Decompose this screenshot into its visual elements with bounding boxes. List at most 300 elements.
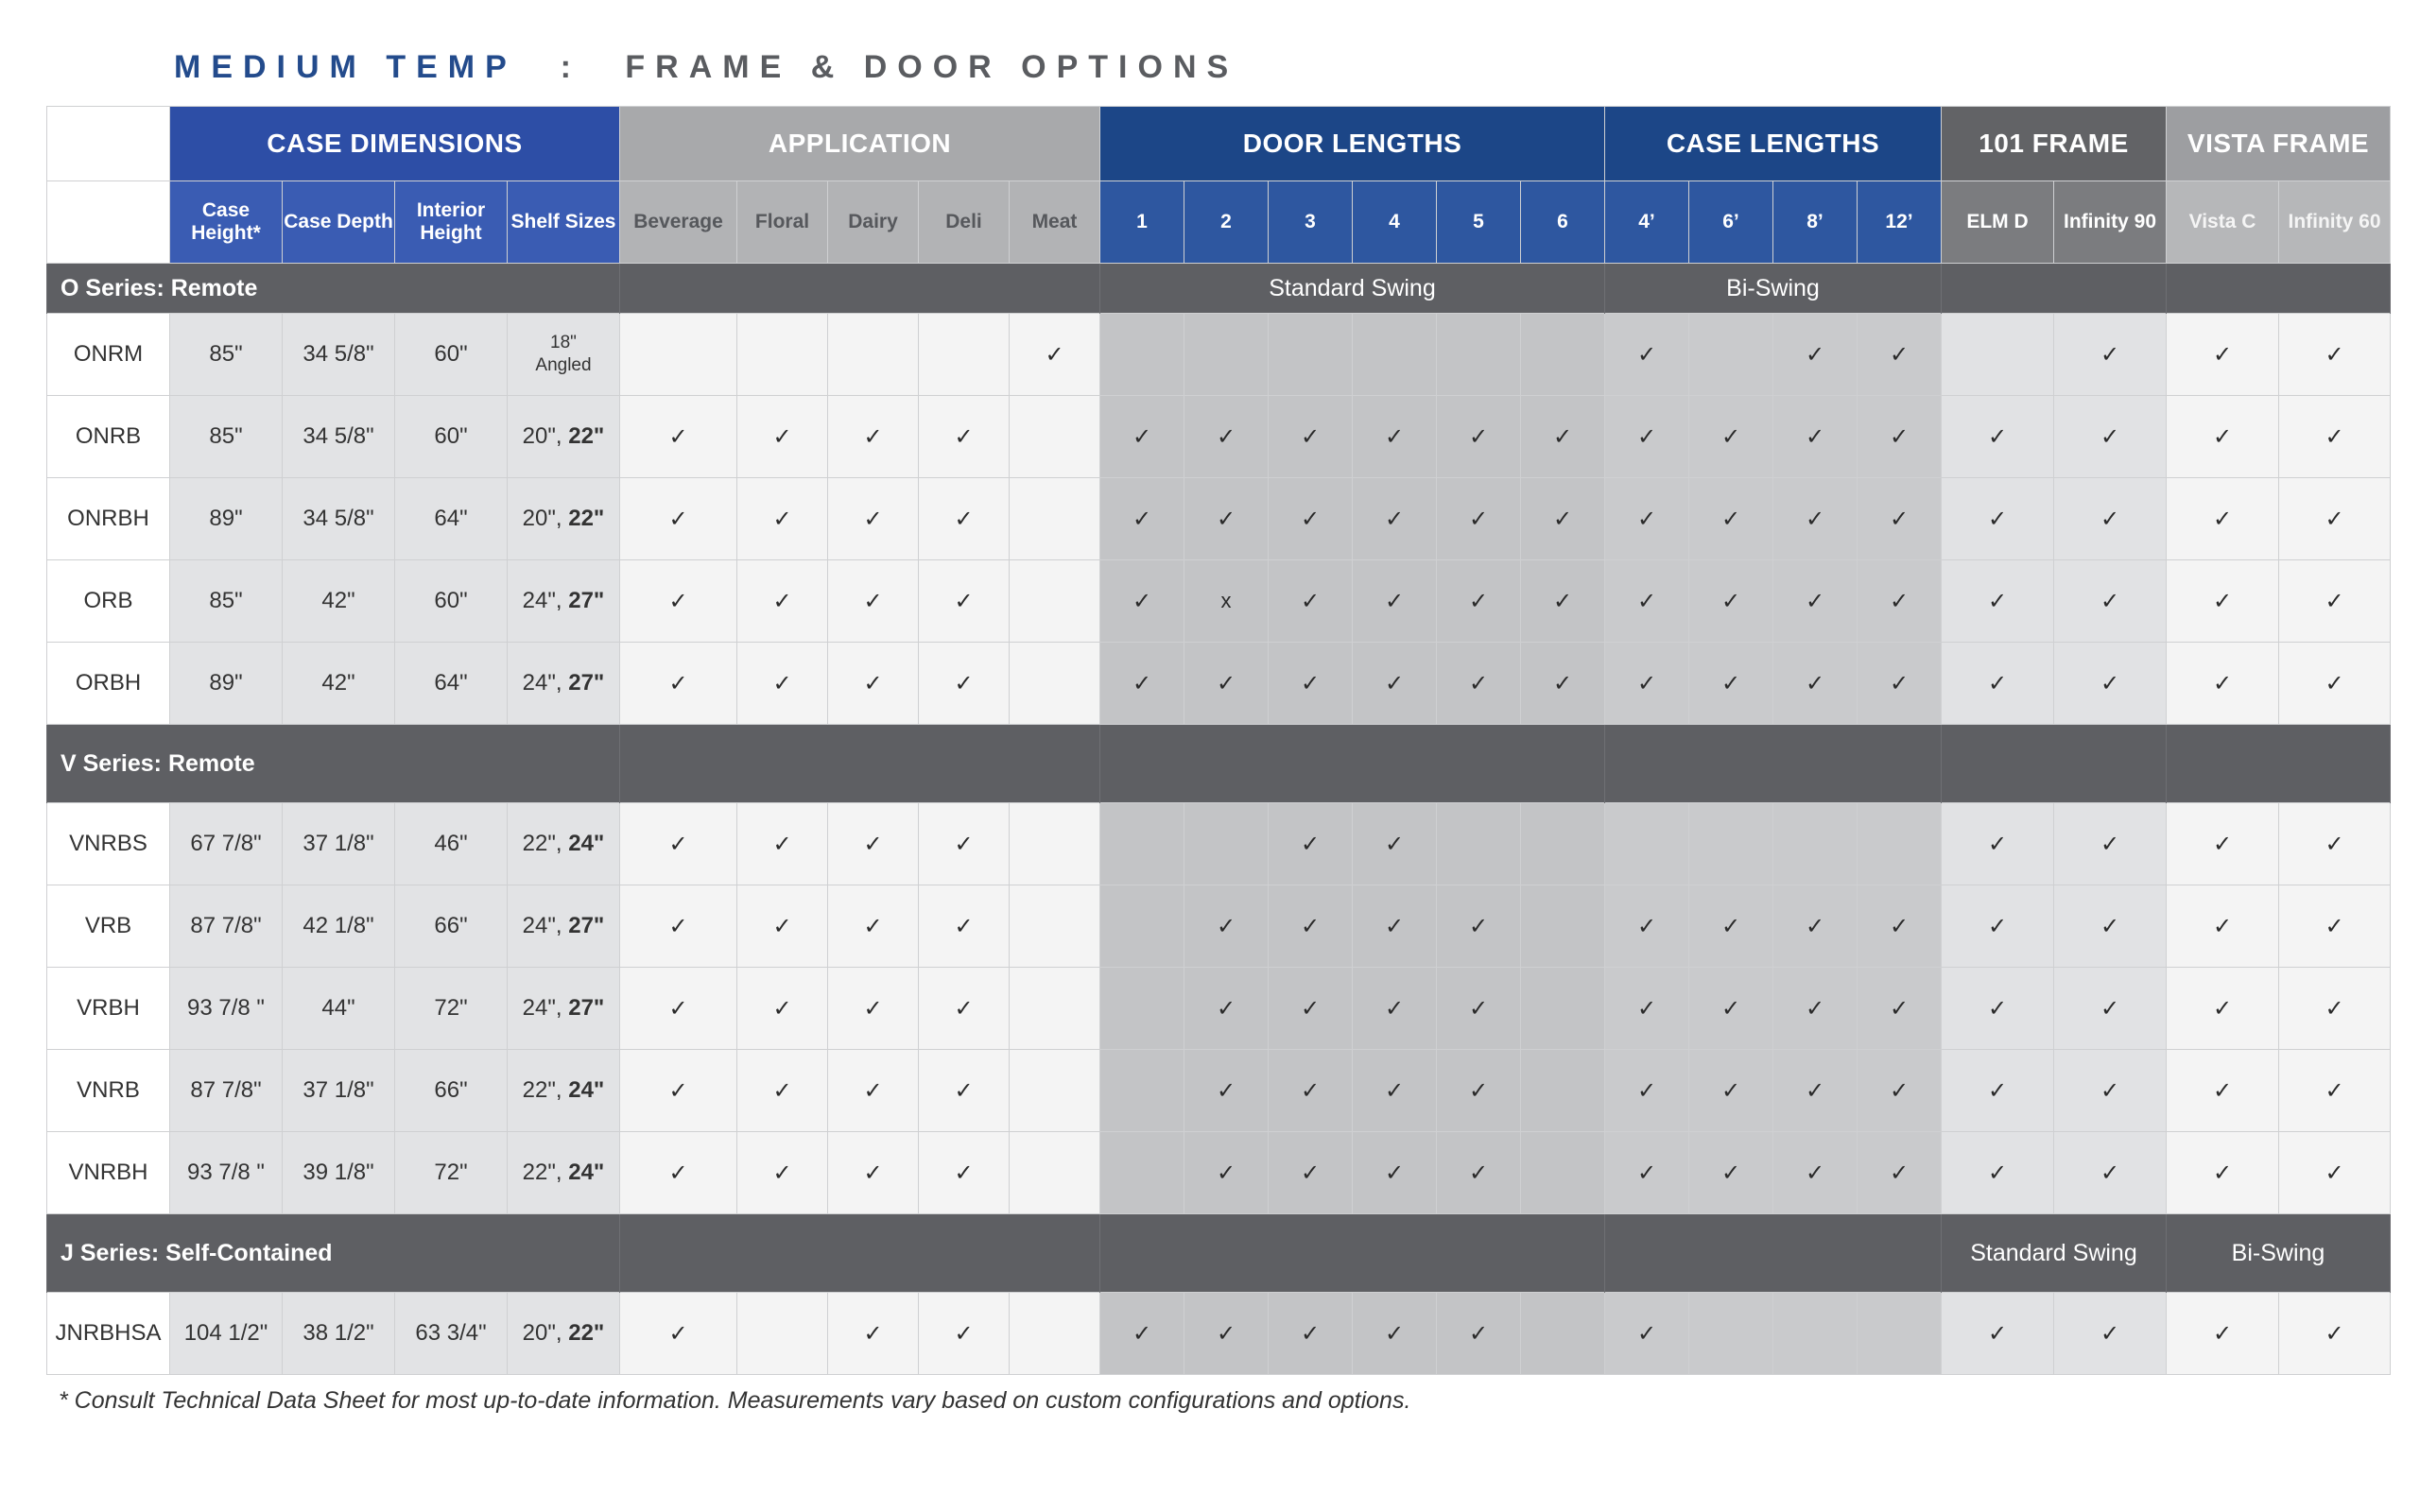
check-mark: ✓ [1942,478,2054,560]
shelf-size-optional: 24" [568,1160,605,1185]
check-mark: ✓ [828,478,919,560]
check-mark: ✓ [2054,968,2167,1050]
check-mark: ✓ [1605,643,1689,725]
header-blank [47,181,170,264]
check-mark: ✓ [620,560,737,643]
check-mark: ✓ [919,643,1010,725]
check-mark: ✓ [1858,560,1942,643]
empty-cell [1010,560,1100,643]
shelf-size-optional: 27" [568,995,605,1021]
check-mark: ✓ [737,803,828,885]
check-mark: ✓ [1100,560,1184,643]
check-mark: ✓ [620,885,737,968]
check-mark: ✓ [1353,803,1437,885]
check-mark: ✓ [1689,1132,1773,1214]
check-mark: ✓ [1773,396,1858,478]
group-101-frame: 101 FRAME [1942,107,2167,181]
check-mark: ✓ [1521,643,1605,725]
check-mark: ✓ [828,885,919,968]
check-mark: ✓ [1689,968,1773,1050]
check-mark: ✓ [737,478,828,560]
check-mark: ✓ [828,968,919,1050]
series-header-row [47,1214,2391,1293]
table-row [47,1132,2391,1214]
check-mark: ✓ [1689,478,1773,560]
group-case-lengths: CASE LENGTHS [1605,107,1942,181]
check-mark: ✓ [2279,1293,2391,1375]
check-mark: ✓ [1184,1132,1269,1214]
check-mark: ✓ [1605,396,1689,478]
check-mark: ✓ [737,1050,828,1132]
check-mark: ✓ [828,803,919,885]
check-mark: ✓ [620,1132,737,1214]
check-mark: ✓ [828,1293,919,1375]
column-header-frame101: ELM D [1942,181,2054,264]
check-mark: ✓ [1605,478,1689,560]
model-name: ORB [47,560,170,643]
check-mark: ✓ [2279,396,2391,478]
empty-cell [1100,885,1184,968]
case-depth: 42 1/8" [283,885,395,968]
empty-cell [1437,314,1521,396]
check-mark: ✓ [1858,1050,1942,1132]
empty-cell [1521,1132,1605,1214]
case-height: 85" [170,396,283,478]
series-name: V Series: Remote [47,725,620,803]
empty-cell [1689,1293,1773,1375]
column-header-vista: Infinity 60 [2279,181,2391,264]
table-row [47,968,2391,1050]
check-mark: ✓ [1689,643,1773,725]
case-height: 85" [170,314,283,396]
shelf-size-standard: 20", [522,423,562,449]
column-header-door-lengths: 1 [1100,181,1184,264]
interior-height: 60" [395,560,508,643]
check-mark: ✓ [1269,560,1353,643]
check-mark: ✓ [737,560,828,643]
interior-height: 64" [395,478,508,560]
check-mark: ✓ [2279,314,2391,396]
empty-cell [1689,803,1773,885]
shelf-size-optional: 27" [568,670,605,696]
interior-height: 64" [395,643,508,725]
check-mark: ✓ [1521,560,1605,643]
check-mark: ✓ [1521,478,1605,560]
empty-cell [1184,314,1269,396]
shelf-sizes [508,1132,620,1214]
check-mark: ✓ [919,1050,1010,1132]
shelf-size-standard: 24", [522,913,562,938]
series-header-row [47,725,2391,803]
check-mark: ✓ [1100,1293,1184,1375]
check-mark: ✓ [1942,968,2054,1050]
check-mark: ✓ [1942,643,2054,725]
column-header-door-lengths: 3 [1269,181,1353,264]
empty-cell [737,314,828,396]
check-mark: ✓ [620,478,737,560]
check-mark: ✓ [2054,1293,2167,1375]
check-mark: ✓ [2167,1132,2279,1214]
check-mark: ✓ [1269,396,1353,478]
empty-cell [1100,803,1184,885]
check-mark: x [1184,560,1269,643]
empty-cell [1010,885,1100,968]
column-header-dimensions: Interior Height [395,181,508,264]
shelf-size-standard: 24", [522,995,562,1021]
series-application-band [620,264,1100,314]
column-header-application: Meat [1010,181,1100,264]
interior-height: 46" [395,803,508,885]
empty-cell [1184,803,1269,885]
column-header-row [47,181,2391,264]
empty-cell [1605,803,1689,885]
check-mark: ✓ [2279,1132,2391,1214]
empty-cell [1773,803,1858,885]
empty-cell [1521,1293,1605,1375]
case-depth: 37 1/8" [283,1050,395,1132]
check-mark: ✓ [1858,1132,1942,1214]
column-header-application: Deli [919,181,1010,264]
check-mark: ✓ [1521,396,1605,478]
model-name: JNRBHSA [47,1293,170,1375]
series-vista-label: Bi-Swing [2167,1214,2391,1293]
check-mark: ✓ [2167,643,2279,725]
table-row [47,885,2391,968]
title-separator: : [560,49,581,85]
table-row [47,314,2391,396]
case-depth: 37 1/8" [283,803,395,885]
series-name: O Series: Remote [47,264,620,314]
series-frame101-label [1942,725,2167,803]
series-vista-label [2167,264,2391,314]
check-mark: ✓ [1269,478,1353,560]
check-mark: ✓ [1858,643,1942,725]
series-door-label: Standard Swing [1100,264,1605,314]
check-mark: ✓ [1437,643,1521,725]
case-depth: 38 1/2" [283,1293,395,1375]
interior-height: 72" [395,968,508,1050]
check-mark: ✓ [1689,396,1773,478]
shelf-size-standard: 24", [522,588,562,613]
series-frame101-label [1942,264,2167,314]
check-mark: ✓ [1689,560,1773,643]
case-height: 93 7/8 " [170,968,283,1050]
empty-cell [1521,968,1605,1050]
check-mark: ✓ [2054,643,2167,725]
check-mark: ✓ [1773,643,1858,725]
check-mark: ✓ [1353,1293,1437,1375]
check-mark: ✓ [1353,643,1437,725]
check-mark: ✓ [828,643,919,725]
shelf-sizes [508,396,620,478]
case-depth: 42" [283,560,395,643]
check-mark: ✓ [1942,885,2054,968]
check-mark: ✓ [919,560,1010,643]
check-mark: ✓ [1184,1293,1269,1375]
series-case-label [1605,1214,1942,1293]
empty-cell [1100,968,1184,1050]
shelf-size-optional: 22" [568,423,605,449]
check-mark: ✓ [1269,1132,1353,1214]
empty-cell [1521,314,1605,396]
check-mark: ✓ [1437,968,1521,1050]
check-mark: ✓ [2054,885,2167,968]
column-header-case-lengths: 8’ [1773,181,1858,264]
check-mark: ✓ [2279,968,2391,1050]
check-mark: ✓ [2167,478,2279,560]
empty-cell [828,314,919,396]
interior-height: 72" [395,1132,508,1214]
shelf-size-optional: 22" [568,1320,605,1346]
title-part-1: MEDIUM TEMP [174,49,517,85]
case-height: 85" [170,560,283,643]
case-depth: 42" [283,643,395,725]
check-mark: ✓ [1437,560,1521,643]
series-vista-label [2167,725,2391,803]
check-mark: ✓ [1689,1050,1773,1132]
empty-cell [1521,885,1605,968]
check-mark: ✓ [2279,643,2391,725]
check-mark: ✓ [1942,396,2054,478]
check-mark: ✓ [737,968,828,1050]
check-mark: ✓ [2054,1050,2167,1132]
case-height: 104 1/2" [170,1293,283,1375]
series-case-label: Bi-Swing [1605,264,1942,314]
check-mark: ✓ [1437,1293,1521,1375]
empty-cell [1010,643,1100,725]
empty-cell [1010,396,1100,478]
check-mark: ✓ [620,643,737,725]
check-mark: ✓ [2167,1293,2279,1375]
check-mark: ✓ [1942,1293,2054,1375]
check-mark: ✓ [1773,478,1858,560]
shelf-size-optional: 27" [568,588,605,613]
shelf-size-optional: 24" [568,1077,605,1103]
empty-cell [1858,803,1942,885]
check-mark: ✓ [1773,314,1858,396]
empty-cell [1269,314,1353,396]
check-mark: ✓ [737,643,828,725]
check-mark: ✓ [1437,885,1521,968]
empty-cell [1437,803,1521,885]
shelf-sizes [508,478,620,560]
check-mark: ✓ [2167,314,2279,396]
shelf-sizes [508,968,620,1050]
check-mark: ✓ [1353,1132,1437,1214]
interior-height: 60" [395,396,508,478]
case-depth: 34 5/8" [283,478,395,560]
check-mark: ✓ [1184,396,1269,478]
check-mark: ✓ [919,968,1010,1050]
check-mark: ✓ [1184,643,1269,725]
check-mark: ✓ [1605,560,1689,643]
check-mark: ✓ [1269,803,1353,885]
model-name: VNRBH [47,1132,170,1214]
shelf-sizes [508,803,620,885]
check-mark: ✓ [1353,968,1437,1050]
table-row [47,560,2391,643]
check-mark: ✓ [2054,803,2167,885]
footnote: * Consult Technical Data Sheet for most up-to-date information. Measurements vary based on custom configurations and options. [59,1387,1411,1414]
group-vista-frame: VISTA FRAME [2167,107,2391,181]
check-mark: ✓ [1773,1050,1858,1132]
shelf-size-optional: 27" [568,913,605,938]
check-mark: ✓ [1269,1050,1353,1132]
shelf-size-standard: 20", [522,506,562,531]
check-mark: ✓ [1437,1132,1521,1214]
interior-height: 60" [395,314,508,396]
check-mark: ✓ [1269,643,1353,725]
check-mark: ✓ [1184,968,1269,1050]
empty-cell [1010,1050,1100,1132]
case-height: 89" [170,643,283,725]
shelf-sizes [508,1050,620,1132]
check-mark: ✓ [1942,803,2054,885]
column-header-application: Floral [737,181,828,264]
check-mark: ✓ [1773,968,1858,1050]
column-header-application: Dairy [828,181,919,264]
table-row [47,643,2391,725]
check-mark: ✓ [2167,885,2279,968]
case-depth: 44" [283,968,395,1050]
model-name: ORBH [47,643,170,725]
interior-height: 66" [395,885,508,968]
check-mark: ✓ [2054,560,2167,643]
empty-cell [1010,968,1100,1050]
check-mark: ✓ [919,885,1010,968]
column-header-frame101: Infinity 90 [2054,181,2167,264]
column-header-case-lengths: 4’ [1605,181,1689,264]
check-mark: ✓ [1858,478,1942,560]
empty-cell [919,314,1010,396]
series-case-label [1605,725,1942,803]
check-mark: ✓ [828,1050,919,1132]
table-row [47,478,2391,560]
check-mark: ✓ [828,396,919,478]
check-mark: ✓ [919,1293,1010,1375]
shelf-sizes [508,643,620,725]
check-mark: ✓ [1689,885,1773,968]
empty-cell [1942,314,2054,396]
column-header-door-lengths: 5 [1437,181,1521,264]
check-mark: ✓ [2167,560,2279,643]
check-mark: ✓ [620,1293,737,1375]
check-mark: ✓ [737,396,828,478]
empty-cell [1100,314,1184,396]
interior-height: 63 3/4" [395,1293,508,1375]
column-header-application: Beverage [620,181,737,264]
series-application-band [620,725,1100,803]
shelf-size-standard: 18" Angled [535,333,592,375]
check-mark: ✓ [919,396,1010,478]
check-mark: ✓ [1773,560,1858,643]
check-mark: ✓ [2279,803,2391,885]
check-mark: ✓ [1353,560,1437,643]
check-mark: ✓ [2279,885,2391,968]
check-mark: ✓ [1269,1293,1353,1375]
empty-cell [1010,1293,1100,1375]
column-header-door-lengths: 2 [1184,181,1269,264]
empty-cell [1858,1293,1942,1375]
check-mark: ✓ [1942,1132,2054,1214]
group-case-dimensions: CASE DIMENSIONS [170,107,620,181]
empty-cell [1010,478,1100,560]
check-mark: ✓ [620,803,737,885]
check-mark: ✓ [1269,968,1353,1050]
shelf-size-standard: 22", [522,1077,562,1103]
check-mark: ✓ [1184,885,1269,968]
check-mark: ✓ [1858,314,1942,396]
shelf-size-standard: 22", [522,831,562,856]
check-mark: ✓ [2167,1050,2279,1132]
check-mark: ✓ [1773,1132,1858,1214]
column-header-door-lengths: 6 [1521,181,1605,264]
check-mark: ✓ [1942,560,2054,643]
check-mark: ✓ [1269,885,1353,968]
empty-cell [1773,1293,1858,1375]
check-mark: ✓ [2167,396,2279,478]
shelf-sizes [508,1293,620,1375]
check-mark: ✓ [2054,1132,2167,1214]
column-header-door-lengths: 4 [1353,181,1437,264]
model-name: VNRBS [47,803,170,885]
check-mark: ✓ [1010,314,1100,396]
group-header-row [47,107,2391,181]
model-name: ONRB [47,396,170,478]
check-mark: ✓ [1184,478,1269,560]
check-mark: ✓ [1605,968,1689,1050]
check-mark: ✓ [1773,885,1858,968]
column-header-dimensions: Case Height* [170,181,283,264]
shelf-size-standard: 20", [522,1320,562,1346]
check-mark: ✓ [620,1050,737,1132]
check-mark: ✓ [1605,1132,1689,1214]
check-mark: ✓ [1100,396,1184,478]
column-header-case-lengths: 12’ [1858,181,1942,264]
title-part-2: FRAME & DOOR OPTIONS [625,49,1239,85]
series-door-label [1100,725,1605,803]
check-mark: ✓ [919,1132,1010,1214]
check-mark: ✓ [1605,885,1689,968]
check-mark: ✓ [620,396,737,478]
check-mark: ✓ [1353,478,1437,560]
check-mark: ✓ [1942,1050,2054,1132]
series-door-label [1100,1214,1605,1293]
case-depth: 34 5/8" [283,314,395,396]
model-name: VRBH [47,968,170,1050]
shelf-sizes [508,560,620,643]
check-mark: ✓ [2279,560,2391,643]
case-height: 87 7/8" [170,885,283,968]
check-mark: ✓ [2054,314,2167,396]
empty-cell [1100,1132,1184,1214]
series-application-band [620,1214,1100,1293]
check-mark: ✓ [919,478,1010,560]
check-mark: ✓ [1100,478,1184,560]
interior-height: 66" [395,1050,508,1132]
shelf-size-optional: 24" [568,831,605,856]
empty-cell [1010,1132,1100,1214]
series-name: J Series: Self-Contained [47,1214,620,1293]
check-mark: ✓ [828,1132,919,1214]
check-mark: ✓ [1437,1050,1521,1132]
shelf-sizes [508,314,620,396]
shelf-size-standard: 22", [522,1160,562,1185]
check-mark: ✓ [1100,643,1184,725]
column-header-dimensions: Case Depth [283,181,395,264]
table-row [47,1293,2391,1375]
shelf-size-optional: 22" [568,506,605,531]
